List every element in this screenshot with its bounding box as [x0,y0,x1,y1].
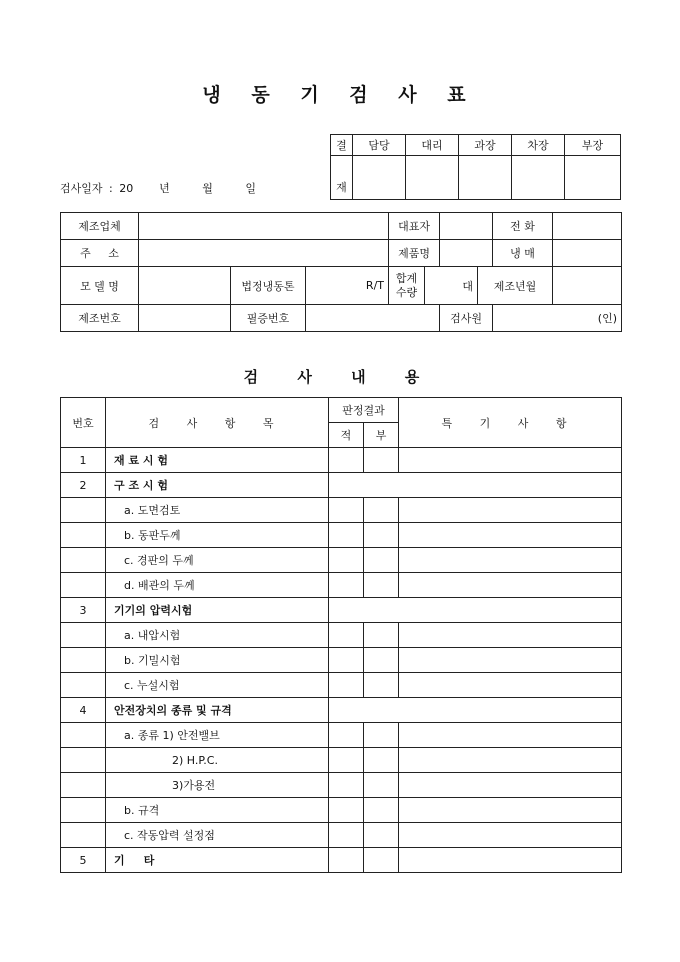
row-item: b. 동판두께 [106,523,329,548]
table-row [61,548,622,573]
label-inspector: 검사원 [440,305,493,332]
table-row [61,598,622,623]
row-item: a. 내압시험 [106,623,329,648]
row-fail-cell[interactable] [364,573,399,598]
row-pass-cell[interactable] [329,823,364,848]
table-row [61,673,622,698]
row-number [61,573,106,598]
label-legal-tons: 법정냉동톤 [231,267,306,305]
row-fail-cell[interactable] [364,648,399,673]
label-product: 제품명 [389,240,440,267]
table-row [61,623,622,648]
total-qty-line1: 합계 [395,271,418,285]
row-span-cell [329,698,622,723]
row-fail-cell[interactable] [364,523,399,548]
header-fail: 부 [364,423,399,448]
approval-role: 대리 [406,135,459,156]
row-pass-cell[interactable] [329,673,364,698]
value-inspector-seal[interactable]: (인) [493,305,622,332]
row-number [61,798,106,823]
table-row [61,748,622,773]
header-result: 판정결과 [329,398,399,423]
approval-side-top: 결 [331,135,353,156]
row-pass-cell[interactable] [329,573,364,598]
row-fail-cell[interactable] [364,498,399,523]
approval-sign-cell[interactable] [459,156,512,200]
approval-sign-cell[interactable] [512,156,565,200]
row-fail-cell[interactable] [364,448,399,473]
header-pass: 적 [329,423,364,448]
row-number [61,523,106,548]
row-notes-cell[interactable] [399,673,622,698]
value-address[interactable] [139,240,389,267]
value-unit: 대 [425,267,478,305]
row-item: 2) H.P.C. [106,748,329,773]
row-item: 안전장치의 종류 및 규격 [106,698,329,723]
row-notes-cell[interactable] [399,523,622,548]
inspection-table [60,397,622,873]
row-number [61,773,106,798]
row-fail-cell[interactable] [364,773,399,798]
value-cert-no[interactable] [306,305,440,332]
total-qty-line2: 수량 [395,285,418,299]
row-notes-cell[interactable] [399,448,622,473]
header-item: 검 사 항 목 [106,398,329,448]
label-refrigerant: 냉 매 [493,240,553,267]
label-cert-no: 필증번호 [231,305,306,332]
value-maker[interactable] [139,213,389,240]
row-notes-cell[interactable] [399,773,622,798]
row-number [61,673,106,698]
row-item: c. 경판의 두께 [106,548,329,573]
value-phone[interactable] [553,213,622,240]
label-total-qty [389,267,425,305]
table-row [61,573,622,598]
label-serial: 제조번호 [61,305,139,332]
value-mfg-year[interactable] [553,267,622,305]
label-maker: 제조업체 [61,213,139,240]
table-row [61,648,622,673]
value-refrigerant[interactable] [553,240,622,267]
header-notes: 특 기 사 항 [399,398,622,448]
row-pass-cell[interactable] [329,523,364,548]
document-title: 냉 동 기 검 사 표 [202,84,478,106]
row-number: 2 [61,473,106,498]
table-row [61,698,622,723]
row-fail-cell[interactable] [364,798,399,823]
row-number [61,723,106,748]
row-number [61,823,106,848]
approval-box [330,134,621,200]
approval-sign-cell[interactable] [353,156,406,200]
row-number [61,623,106,648]
value-model[interactable] [139,267,231,305]
row-item: b. 기밀시험 [106,648,329,673]
label-ceo: 대표자 [389,213,440,240]
row-notes-cell[interactable] [399,623,622,648]
row-notes-cell[interactable] [399,573,622,598]
row-notes-cell[interactable] [399,548,622,573]
info-table [60,212,622,332]
approval-role: 과장 [459,135,512,156]
row-number: 3 [61,598,106,623]
row-item: b. 규격 [106,798,329,823]
row-item: 기 타 [106,848,329,873]
row-pass-cell[interactable] [329,848,364,873]
row-item: c. 누설시험 [106,673,329,698]
table-row [61,723,622,748]
inspection-date: 검사일자 : 20 년 월 일 [60,182,257,195]
section-title: 검 사 내 용 [243,368,437,386]
value-product[interactable] [440,240,493,267]
row-pass-cell[interactable] [329,548,364,573]
table-row [61,498,622,523]
row-notes-cell[interactable] [399,723,622,748]
row-notes-cell[interactable] [399,748,622,773]
row-pass-cell[interactable] [329,773,364,798]
value-rt: R/T [306,267,389,305]
row-number: 4 [61,698,106,723]
table-row [61,798,622,823]
row-item: a. 종류 1) 안전밸브 [106,723,329,748]
row-pass-cell[interactable] [329,798,364,823]
table-row [61,523,622,548]
table-row [61,773,622,798]
approval-sign-cell[interactable] [406,156,459,200]
row-fail-cell[interactable] [364,848,399,873]
row-fail-cell[interactable] [364,548,399,573]
row-number [61,498,106,523]
row-pass-cell[interactable] [329,498,364,523]
label-address: 주 소 [61,240,139,267]
row-pass-cell[interactable] [329,723,364,748]
row-fail-cell[interactable] [364,723,399,748]
row-pass-cell[interactable] [329,648,364,673]
approval-role: 담당 [353,135,406,156]
row-fail-cell[interactable] [364,673,399,698]
row-notes-cell[interactable] [399,848,622,873]
approval-role: 차장 [512,135,565,156]
row-item: 구 조 시 험 [106,473,329,498]
row-number: 1 [61,448,106,473]
label-model: 모 델 명 [61,267,139,305]
row-number [61,748,106,773]
row-notes-cell[interactable] [399,823,622,848]
row-span-cell [329,473,622,498]
approval-sign-cell[interactable] [565,156,621,200]
table-row [61,823,622,848]
row-pass-cell[interactable] [329,623,364,648]
row-notes-cell[interactable] [399,798,622,823]
row-notes-cell[interactable] [399,648,622,673]
table-row [61,473,622,498]
table-row [61,448,622,473]
row-item: 기기의 압력시험 [106,598,329,623]
row-item: 3)가용전 [106,773,329,798]
row-item: d. 배관의 두께 [106,573,329,598]
table-row [61,848,622,873]
row-fail-cell[interactable] [364,623,399,648]
row-fail-cell[interactable] [364,823,399,848]
row-item: a. 도면검토 [106,498,329,523]
row-pass-cell[interactable] [329,748,364,773]
row-number [61,548,106,573]
value-ceo[interactable] [440,213,493,240]
value-serial[interactable] [139,305,231,332]
label-mfg-year: 제조년월 [478,267,553,305]
row-number: 5 [61,848,106,873]
row-number [61,648,106,673]
row-pass-cell[interactable] [329,448,364,473]
approval-side-bottom: 재 [331,156,353,200]
row-fail-cell[interactable] [364,748,399,773]
row-item: 재 료 시 험 [106,448,329,473]
header-no: 번호 [61,398,106,448]
label-phone: 전 화 [493,213,553,240]
row-span-cell [329,598,622,623]
row-item: c. 작동압력 설정점 [106,823,329,848]
row-notes-cell[interactable] [399,498,622,523]
approval-role: 부장 [565,135,621,156]
